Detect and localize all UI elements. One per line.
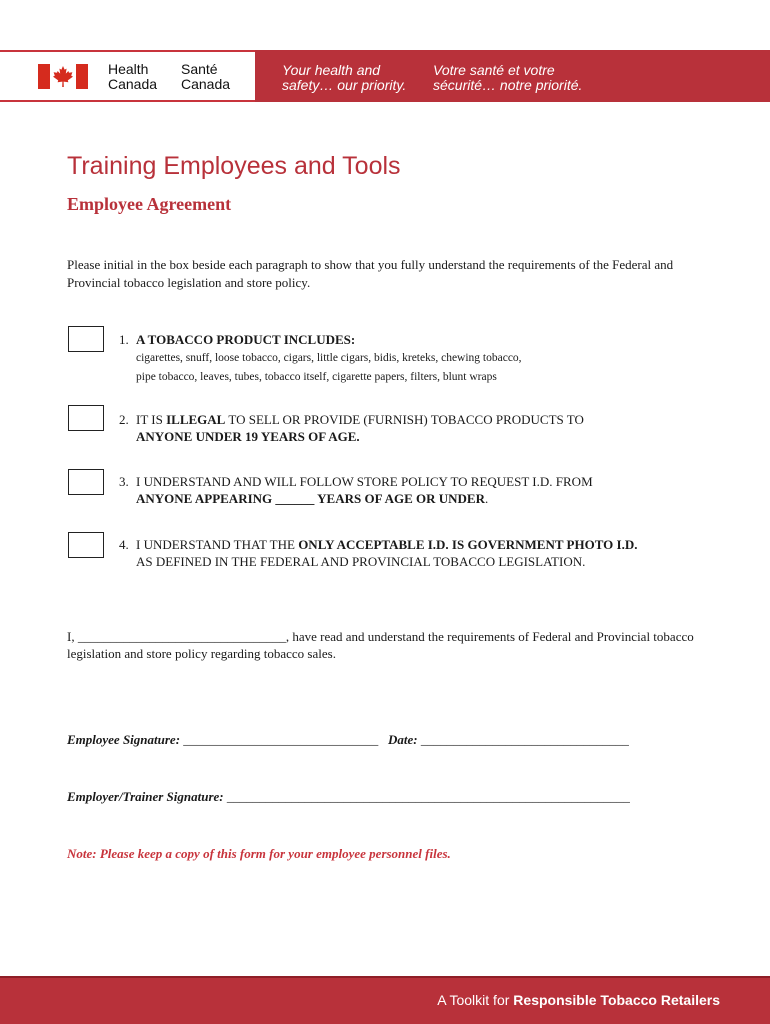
- trainer-signature-line: [67, 789, 630, 805]
- item-text: TO SELL OR PROVIDE (FURNISH) TOBACCO PRODUCTS TO: [225, 412, 584, 427]
- initial-box-2[interactable]: [68, 405, 104, 431]
- date-label: Date:: [388, 732, 418, 747]
- wordmark-french: Santé Canada: [181, 61, 231, 92]
- item-number: 3.: [119, 474, 129, 489]
- employee-signature-label: Employee Signature:: [67, 732, 181, 747]
- item-number: 4.: [119, 537, 129, 552]
- footer-prefix: A Toolkit for: [437, 992, 514, 1008]
- employee-signature-line: [67, 732, 629, 748]
- item-text: AS DEFINED IN THE FEDERAL AND PROVINCIAL TOBACCO LEGISLATION.: [136, 554, 586, 569]
- item-detail: cigarettes, snuff, loose tobacco, cigars, little cigars, bidis, kreteks, chewing tobacco,: [136, 352, 522, 364]
- note-text: Note: Please keep a copy of this form for your employee personnel files.: [67, 846, 451, 861]
- wordmark-english: Health Canada: [108, 61, 158, 92]
- item-text: IT IS: [136, 412, 167, 427]
- item-emphasis: ILLEGAL: [166, 412, 226, 427]
- footer-emphasis: Responsible Tobacco Retailers: [513, 992, 720, 1008]
- item-emphasis: ANYONE UNDER 19 YEARS OF AGE.: [136, 429, 360, 444]
- item-number: 1.: [119, 332, 129, 347]
- page-subtitle: Employee Agreement: [67, 194, 232, 214]
- footer-text: [437, 992, 720, 1008]
- date-field[interactable]: ________________________________: [420, 732, 629, 747]
- initial-box-4[interactable]: [68, 532, 104, 558]
- trainer-signature-label: Employer/Trainer Signature:: [67, 789, 224, 804]
- item-text: I UNDERSTAND THAT THE: [136, 537, 299, 552]
- slogan-english: Your health and safety… our priority.: [282, 62, 407, 93]
- item-emphasis: ONLY ACCEPTABLE I.D. IS GOVERNMENT PHOTO I.D.: [298, 537, 638, 552]
- item-text: .: [484, 491, 489, 506]
- intro-paragraph: Please initial in the box beside each paragraph to show that you fully understand the requirements of the Federal and Provincial tobacco legislation and store policy.: [67, 257, 674, 290]
- initial-box-1[interactable]: [68, 326, 104, 352]
- trainer-signature-field[interactable]: ______________________________________________________________: [226, 789, 630, 804]
- declaration-statement: I, ________________________________, have read and understand the requirements of Federal and Provincial tobacco legislation and store policy regarding tobacco sales.: [67, 629, 694, 661]
- item-detail: pipe tobacco, leaves, tubes, tobacco itself, cigarette papers, filters, blunt wraps: [136, 371, 497, 383]
- footer-bar: [0, 976, 770, 1024]
- item-emphasis: ANYONE APPEARING ______ YEARS OF AGE OR UNDER: [136, 491, 485, 506]
- page-title: Training Employees and Tools: [67, 152, 401, 180]
- maple-leaf-flag-icon: [38, 64, 88, 89]
- item-number: 2.: [119, 412, 129, 427]
- initial-box-3[interactable]: [68, 469, 104, 495]
- slogan-french: Votre santé et votre sécurité… notre priorité.: [433, 62, 583, 93]
- employee-signature-field[interactable]: ______________________________: [183, 732, 379, 747]
- item-text: I UNDERSTAND AND WILL FOLLOW STORE POLICY TO REQUEST I.D. FROM: [136, 474, 593, 489]
- item-heading: A TOBACCO PRODUCT INCLUDES:: [136, 332, 356, 347]
